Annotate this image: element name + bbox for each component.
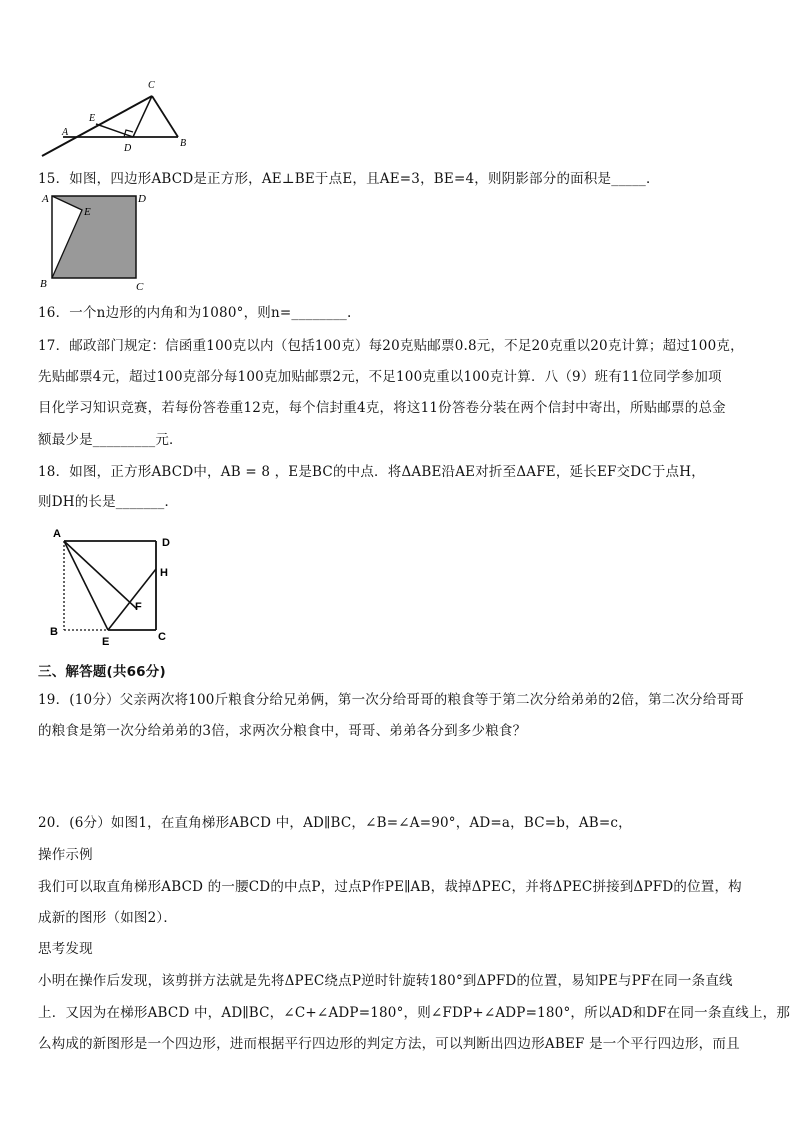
triangle-figure-q14 <box>38 74 198 160</box>
label-b: B <box>180 138 187 149</box>
question-19-line-2: 的粮食是第一次分给弟弟的3倍，求两次分粮食中，哥哥、弟弟各分到多少粮食？ <box>38 723 527 739</box>
question-20-line-6: 么构成的新图形是一个四边形，进而根据平行四边形的判定方法，可以判断出四边形ABEF 是一个平行四边形，而且 <box>38 1036 740 1052</box>
question-20-line-3: 成新的图形（如图2）． <box>38 910 178 926</box>
question-17-line-2: 先贴邮票4元，超过100克部分每100克加贴邮票2元，不足100克重以100克计算．八（9）班有11位同学参加项 <box>38 369 722 385</box>
square-figure-q15 <box>36 188 156 294</box>
label-c: C <box>158 631 166 643</box>
question-20-line-1: 20．(6分）如图1，在直角梯形ABCD 中，AD∥BC，∠B=∠A=90°，AD=a，BC=b，AB=c， <box>38 815 632 831</box>
section-heading-3: 三、解答题(共66分) <box>38 664 166 680</box>
question-20-subheading-1: 操作示例 <box>38 847 93 863</box>
question-16: 16．一个n边形的内角和为1080°，则n=________. <box>38 305 352 321</box>
question-17-line-1: 17．邮政部门规定：信函重100克以内（包括100克）每20克贴邮票0.8元，不足20克重以20克计算；超过100克， <box>38 338 744 354</box>
label-e: E <box>102 636 110 646</box>
label-e: E <box>84 206 91 218</box>
label-e: E <box>89 113 96 124</box>
question-20-line-2: 我们可以取直角梯形ABCD 的一腰CD的中点P，过点P作PE∥AB，裁掉ΔPEC，并将ΔPEC拼接到ΔPFD的位置，构 <box>38 879 742 895</box>
label-b: B <box>50 626 58 638</box>
square-fold-figure-q18 <box>44 524 184 646</box>
label-c: C <box>148 80 155 91</box>
question-18-line-2: 则DH的长是_______． <box>38 494 179 510</box>
label-h: H <box>160 567 168 579</box>
label-a: A <box>62 127 69 138</box>
question-15: 15．如图，四边形ABCD是正方形，AE⊥BE于点E，且AE=3，BE=4，则阴影部分的面积是_____． <box>38 171 660 187</box>
label-d: D <box>162 537 170 549</box>
label-d: D <box>124 143 132 154</box>
question-18-line-1: 18．如图，正方形ABCD中，AB = 8 ，E是BC的中点．将ΔABE沿AE对折至ΔAFE，延长EF交DC于点H， <box>38 464 705 480</box>
label-c: C <box>136 281 144 293</box>
question-19-line-1: 19．(10分）父亲两次将100斤粮食分给兄弟俩，第一次分给哥哥的粮食等于第二次分给弟弟的2倍，第二次分给哥哥 <box>38 692 744 708</box>
label-f: F <box>135 601 142 613</box>
label-b: B <box>40 278 47 290</box>
question-20-line-4: 小明在操作后发现，该剪拼方法就是先将ΔPEC绕点P逆时针旋转180°到ΔPFD的位置，易知PE与PF在同一条直线 <box>38 973 733 989</box>
label-a: A <box>53 528 61 540</box>
question-20-subheading-2: 思考发现 <box>38 941 93 957</box>
question-17-line-3: 目化学习知识竞赛，若每份答卷重12克，每个信封重4克，将这11份答卷分装在两个信封中寄出，所贴邮票的总金 <box>38 400 726 416</box>
label-d: D <box>138 193 146 205</box>
label-a: A <box>42 193 49 205</box>
question-17-line-4: 额最少是_________元． <box>38 432 183 448</box>
question-20-line-5: 上．又因为在梯形ABCD 中，AD∥BC，∠C+∠ADP=180°，则∠FDP+∠ADP=180°，所以AD和DF在同一条直线上，那 <box>38 1005 791 1021</box>
